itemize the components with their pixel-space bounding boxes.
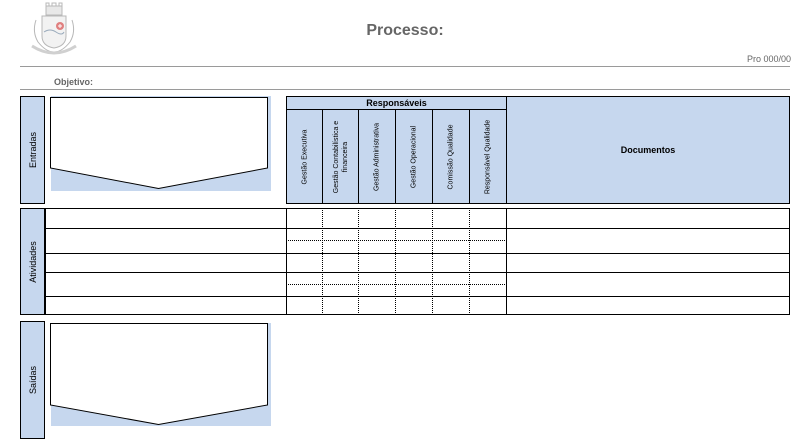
responsible-column-administrative: Gestão Administrativa — [358, 109, 396, 204]
responsible-column-accounting: Gestão Contabilística e financeira — [322, 109, 359, 204]
activity-row-divider — [45, 272, 790, 273]
inputs-label: Entradas — [27, 131, 38, 169]
objective-label: Objetivo: — [54, 77, 94, 87]
responsible-column-executive: Gestão Executiva — [286, 109, 323, 204]
process-title: Processo: — [366, 22, 444, 39]
activity-column-divider — [469, 208, 470, 315]
activity-column-divider — [358, 208, 359, 315]
responsible-column-operational: Gestão Operacional — [395, 109, 433, 204]
activities-section-label — [20, 208, 45, 315]
inputs-arrow-box[interactable] — [49, 96, 271, 192]
activity-subrow-divider — [286, 240, 507, 241]
responsible-column-quality-manager: Responsável Qualidade — [469, 109, 507, 204]
documents-header: Documentos — [506, 96, 790, 204]
activity-column-divider — [432, 208, 433, 315]
activity-row-divider — [45, 253, 790, 254]
activity-column-divider — [395, 208, 396, 315]
inputs-section-label — [20, 96, 45, 204]
responsibles-header: Responsáveis — [286, 96, 507, 110]
activity-row-divider — [45, 228, 790, 229]
process-code: Pro 000/00 — [746, 54, 791, 64]
activity-column-divider — [286, 208, 287, 315]
activity-column-divider — [506, 208, 507, 315]
outputs-label: Saídas — [27, 365, 38, 395]
outputs-section-label — [20, 321, 45, 439]
activity-column-divider — [322, 208, 323, 315]
activity-row-divider — [45, 296, 790, 297]
responsible-column-quality-commission: Comissão Qualidade — [432, 109, 470, 204]
activity-subrow-divider — [286, 284, 507, 285]
municipal-coat-of-arms-logo — [22, 2, 86, 62]
activities-table — [45, 208, 790, 315]
objective-divider — [20, 89, 790, 90]
outputs-arrow-box[interactable] — [49, 322, 271, 426]
activities-label: Atividades — [27, 240, 38, 283]
header-divider — [20, 66, 790, 67]
